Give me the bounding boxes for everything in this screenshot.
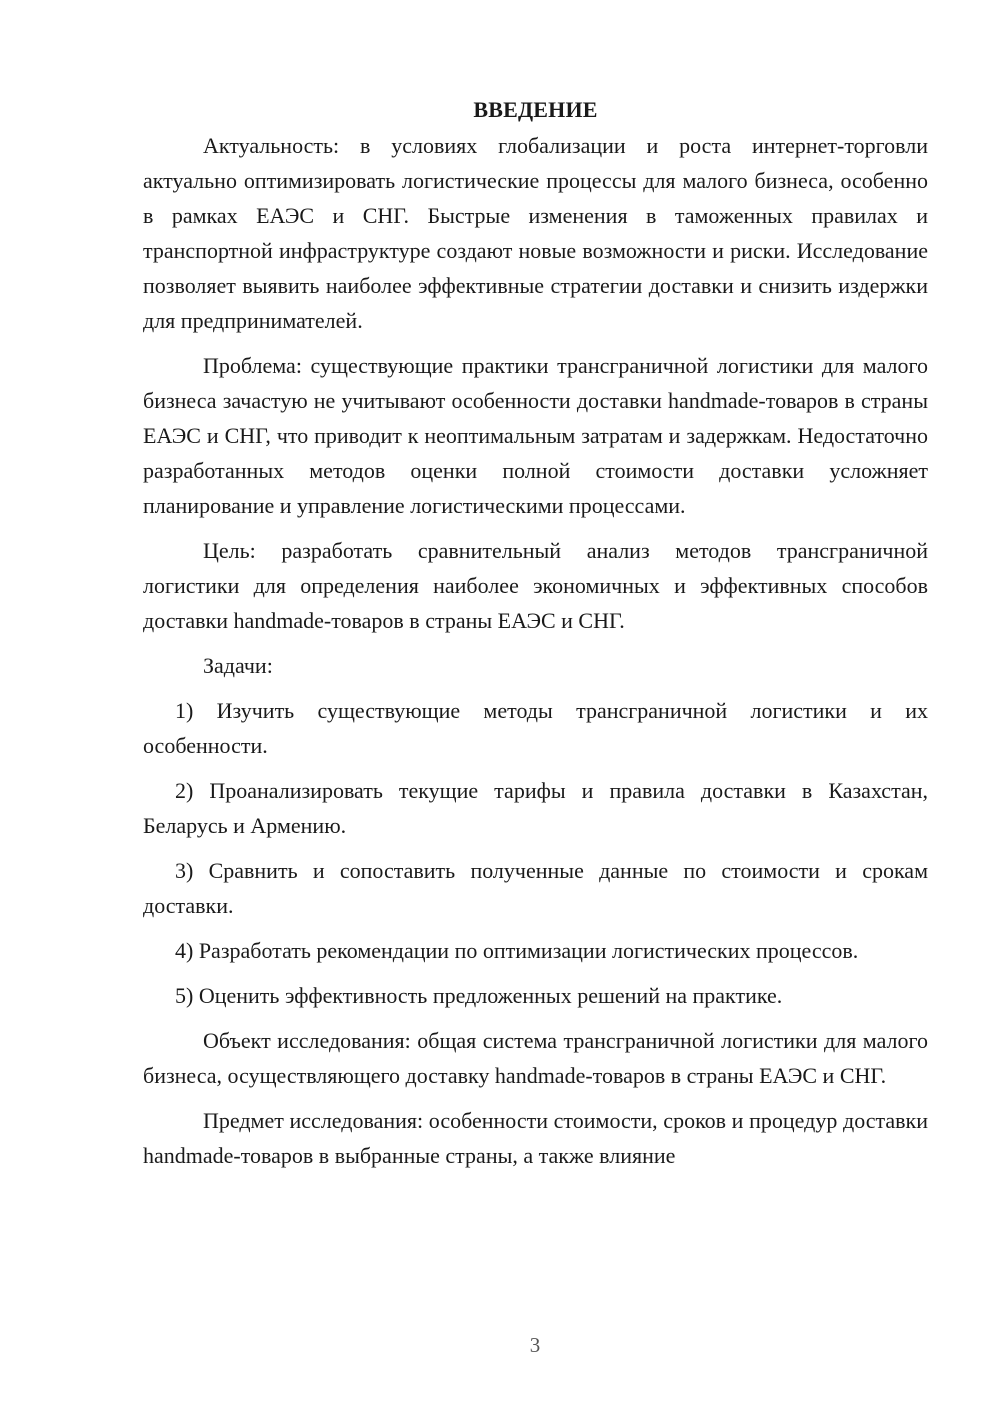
task-item-3: 3) Сравнить и сопоставить полученные данные по стоимости и срокам доставки. xyxy=(143,858,928,918)
task-item-5: 5) Оценить эффективность предложенных решений на практике. xyxy=(175,983,783,1008)
task-item-2: 2) Проанализировать текущие тарифы и правила доставки в Казахстан, Беларусь и Армению. xyxy=(143,778,928,838)
section-title: ВВЕДЕНИЕ xyxy=(473,97,598,122)
document-page xyxy=(143,92,928,1183)
paragraph-object: Объект исследования: общая система трансграничной логистики для малого бизнеса, осуществляющего доставку handmade-товаров в страны ЕАЭС и СНГ. xyxy=(143,1028,928,1088)
paragraph-problem: Проблема: существующие практики трансграничной логистики для малого бизнеса зачастую не учитывают особенности доставки handmade-товаров в страны ЕАЭС и СНГ, что приводит к неоптимальным затратам и задержкам. Недостаточно разработанных методов оценки полной стоимости доставки усложняет планирование и управление логистическими процессами. xyxy=(143,353,928,518)
task-item-1: 1) Изучить существующие методы трансграничной логистики и их особенности. xyxy=(143,698,928,758)
tasks-heading: Задачи: xyxy=(203,653,273,678)
page-number: 3 xyxy=(529,1333,541,1357)
paragraph-relevance: Актуальность: в условиях глобализации и роста интернет-торговли актуально оптимизировать логистические процессы для малого бизнеса, особенно в рамках ЕАЭС и СНГ. Быстрые изменения в таможенных правилах и транспортной инфраструктуре создают новые возможности и риски. Исследование позволяет выявить наиболее эффективные стратегии доставки и снизить издержки для предпринимателей. xyxy=(143,133,928,333)
paragraph-goal: Цель: разработать сравнительный анализ методов трансграничной логистики для определения наиболее экономичных и эффективных способов доставки handmade-товаров в страны ЕАЭС и СНГ. xyxy=(143,538,928,633)
task-item-4: 4) Разработать рекомендации по оптимизации логистических процессов. xyxy=(175,938,859,963)
paragraph-subject: Предмет исследования: особенности стоимости, сроков и процедур доставки handmade-товаров в выбранные страны, а также влияние xyxy=(143,1108,928,1168)
